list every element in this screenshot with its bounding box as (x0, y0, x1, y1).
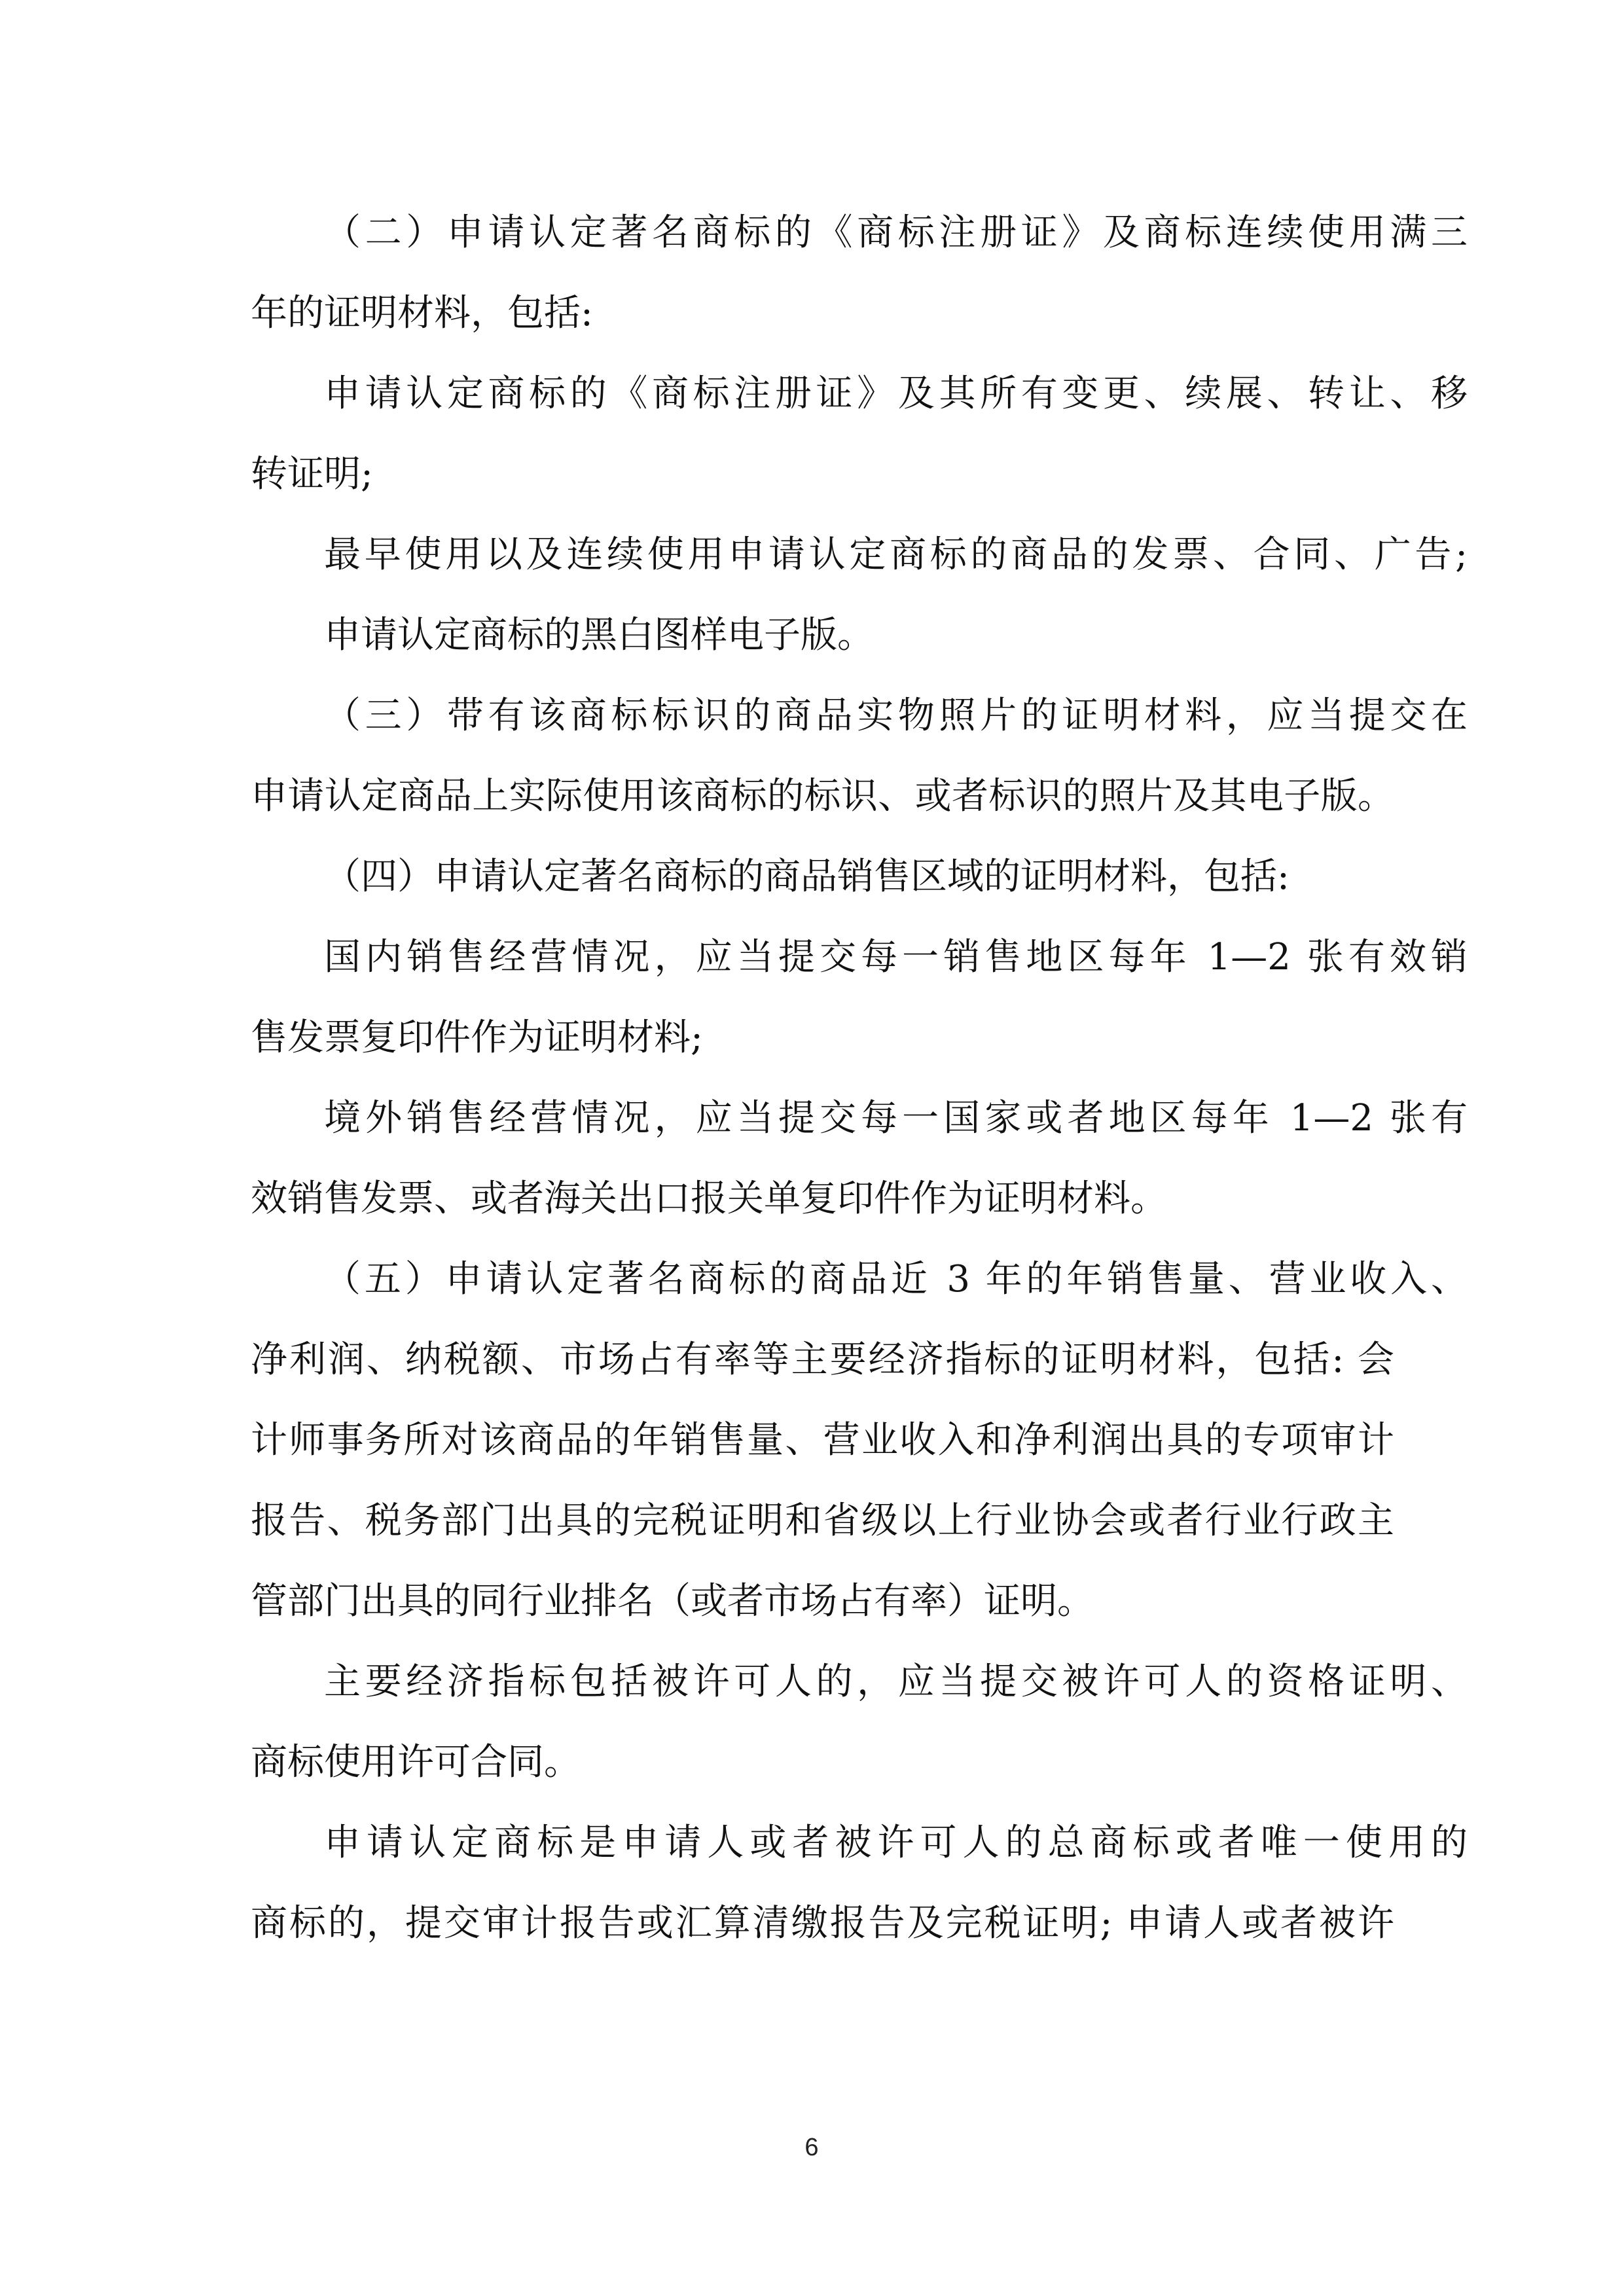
text-line: （五）申请认定著名商标的商品近 3 年的年销售量、营业收入、 (324, 1258, 1468, 1300)
text-line: 境外销售经营情况，应当提交每一国家或者地区每年 1—2 张有 (324, 1097, 1468, 1139)
text-line: 申请认定商品上实际使用该商标的标识、或者标识的照片及其电子版。 (251, 775, 1394, 817)
text-line: （四）申请认定著名商标的商品销售区域的证明材料，包括: (324, 855, 1290, 898)
text-line: 最早使用以及连续使用申请认定商标的商品的发票、合同、广告; (324, 533, 1468, 576)
text-line: 报告、税务部门出具的完税证明和省级以上行业协会或者行业行政主 (251, 1499, 1394, 1542)
text-line: （三）带有该商标标识的商品实物照片的证明材料，应当提交在 (324, 694, 1468, 737)
text-line: 国内销售经营情况，应当提交每一销售地区每年 1—2 张有效销 (324, 936, 1468, 978)
text-line: 商标的，提交审计报告或汇算清缴报告及完税证明; 申请人或者被许 (251, 1902, 1394, 1945)
text-line: 净利润、纳税额、市场占有率等主要经济指标的证明材料，包括: 会 (251, 1338, 1394, 1381)
text-line: 主要经济指标包括被许可人的，应当提交被许可人的资格证明、 (324, 1660, 1468, 1703)
text-line: 管部门出具的同行业排名（或者市场占有率）证明。 (251, 1580, 1094, 1623)
text-line: 效销售发票、或者海关出口报关单复印件作为证明材料。 (251, 1177, 1167, 1220)
text-line: 商标使用许可合同。 (251, 1741, 581, 1784)
text-line: 售发票复印件作为证明材料; (251, 1016, 703, 1059)
page-number: 6 (804, 2134, 819, 2161)
text-line: 申请认定商标的《商标注册证》及其所有变更、续展、转让、移 (324, 372, 1468, 415)
text-line: 申请认定商标的黑白图样电子版。 (324, 614, 874, 656)
text-line: 申请认定商标是申请人或者被许可人的总商标或者唯一使用的 (324, 1821, 1468, 1864)
text-line: 转证明; (251, 453, 373, 495)
text-line: 计师事务所对该商品的年销售量、营业收入和净利润出具的专项审计 (251, 1419, 1394, 1462)
text-line: （二）申请认定著名商标的《商标注册证》及商标连续使用满三 (324, 211, 1468, 254)
text-line: 年的证明材料，包括: (251, 292, 593, 334)
